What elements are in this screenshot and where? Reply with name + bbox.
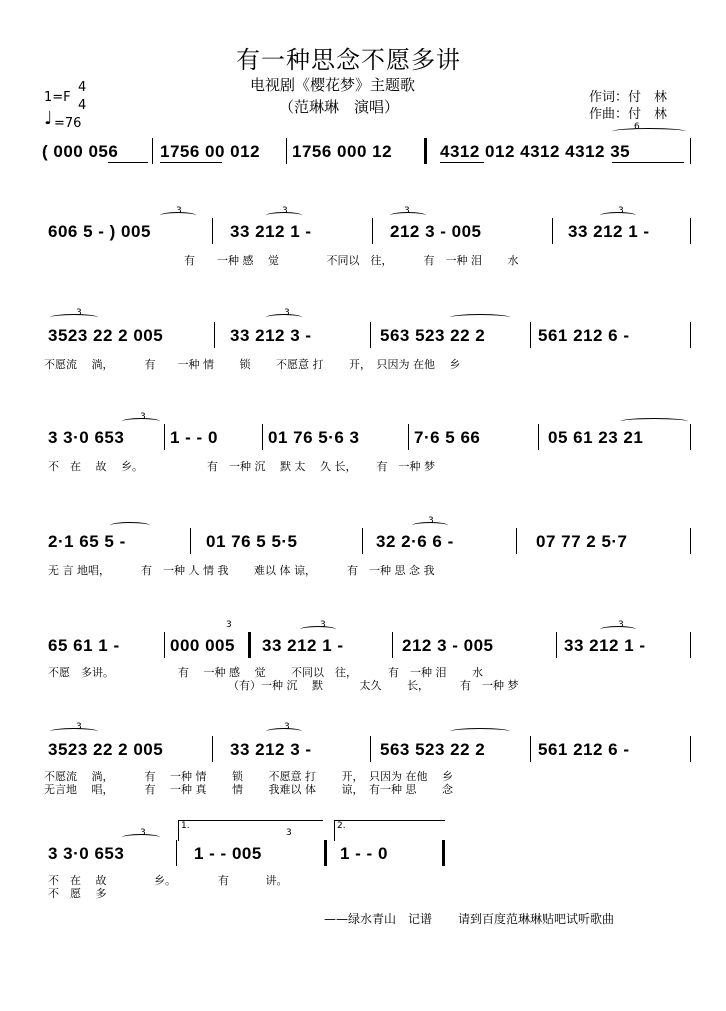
measure: 561 212 6 - — [538, 326, 630, 345]
measure: 212 3 - 005 — [390, 222, 482, 241]
measure: 33 212 1 - — [262, 636, 344, 655]
first-ending-bracket — [178, 820, 323, 841]
measure: 000 005 — [170, 636, 235, 655]
measure: 1 - - 0 — [170, 428, 218, 447]
measure: 05 61 23 21 — [548, 428, 644, 447]
measure: 563 523 22 2 — [380, 740, 486, 759]
measure: 33 212 1 - — [568, 222, 650, 241]
volta-1-label: 1. — [181, 821, 190, 831]
measure: 33 212 3 - — [230, 740, 312, 759]
measure: 3523 22 2 005 — [48, 740, 164, 759]
measure: 563 523 22 2 — [380, 326, 486, 345]
measure: 2·1 65 5 - — [48, 532, 126, 551]
composer: 作曲：付 林 — [589, 107, 668, 122]
lyrics-line: 不愿流 淌， 有 一种 情 锁 不愿意 打 开， 只因为 在他 乡 — [44, 358, 461, 371]
measure: 7·6 5 66 — [414, 428, 481, 447]
lyrics-line: 无 言 地唱， 有 一种 人 情 我 难以 体 谅， 有 一种 思 念 我 — [48, 564, 435, 577]
lyrics-line: 有 一种 感 觉 不同以 往， 有 一种 泪 水 — [184, 254, 519, 267]
measure: 33 212 3 - — [230, 326, 312, 345]
lyrics-line: 不 在 故 乡。 有 讲。 — [48, 874, 288, 887]
tempo: =76 — [54, 116, 82, 131]
song-title: 有一种思念不愿多讲 — [236, 46, 461, 74]
lyrics-line-2: 无言地 唱， 有 一种 真 情 我难以 体 谅， 有一种 思 念 — [44, 783, 453, 796]
lyricist: 作词：付 林 — [589, 90, 668, 105]
time-signature-top: 4 — [78, 80, 87, 95]
transcriber-credit: ——绿水青山 记谱 — [324, 912, 433, 926]
measure: 07 77 2 5·7 — [536, 532, 628, 551]
measure: 33 212 1 - — [564, 636, 646, 655]
measure: 1756 00 012 — [160, 142, 261, 161]
measure: 1 - - 005 — [194, 844, 262, 863]
lyrics-line: 不 在 故 乡。 有 一种 沉 默 太 久 长， 有 一种 梦 — [48, 460, 435, 473]
key-signature: 1=F — [44, 90, 71, 105]
volta-2-label: 2. — [337, 821, 346, 831]
measure: 606 5 - ) 005 — [48, 222, 151, 241]
measure: 65 61 1 - — [48, 636, 120, 655]
lyrics-line-2: 不 愿 多 — [48, 887, 107, 900]
song-subtitle: 电视剧《樱花梦》主题歌 — [250, 76, 416, 94]
measure: 1756 000 12 — [292, 142, 393, 161]
lyrics-line: 不愿 多讲。 有 一种 感 觉 不同以 往， 有 一种 泪 水 — [48, 666, 483, 679]
performer: （范琳琳 演唱） — [279, 98, 400, 116]
measure: 1 - - 0 — [340, 844, 388, 863]
measure: 3 3·0 653 — [48, 844, 125, 863]
lyrics-line-2: （有）一种 沉 默 太久 长， 有 一种 梦 — [228, 679, 519, 692]
measure: 3523 22 2 005 — [48, 326, 164, 345]
measure: 561 212 6 - — [538, 740, 630, 759]
measure: 32 2·6 6 - — [376, 532, 454, 551]
measure: 3 3·0 653 — [48, 428, 125, 447]
listen-note: 请到百度范琳琳贴吧试听歌曲 — [458, 912, 615, 926]
second-ending-bracket — [334, 820, 445, 841]
measure: 4312 012 4312 4312 35 — [440, 142, 631, 161]
measure: ( 000 056 — [42, 142, 119, 161]
time-signature-bottom: 4 — [78, 98, 87, 113]
lyrics-line: 不愿流 淌， 有 一种 情 锁 不愿意 打 开， 只因为 在他 乡 — [44, 770, 453, 783]
measure: 01 76 5 5·5 — [206, 532, 298, 551]
measure: 33 212 1 - — [230, 222, 312, 241]
measure: 01 76 5·6 3 — [268, 428, 360, 447]
measure: 212 3 - 005 — [402, 636, 494, 655]
quarter-note-icon: ♩ — [44, 108, 53, 129]
